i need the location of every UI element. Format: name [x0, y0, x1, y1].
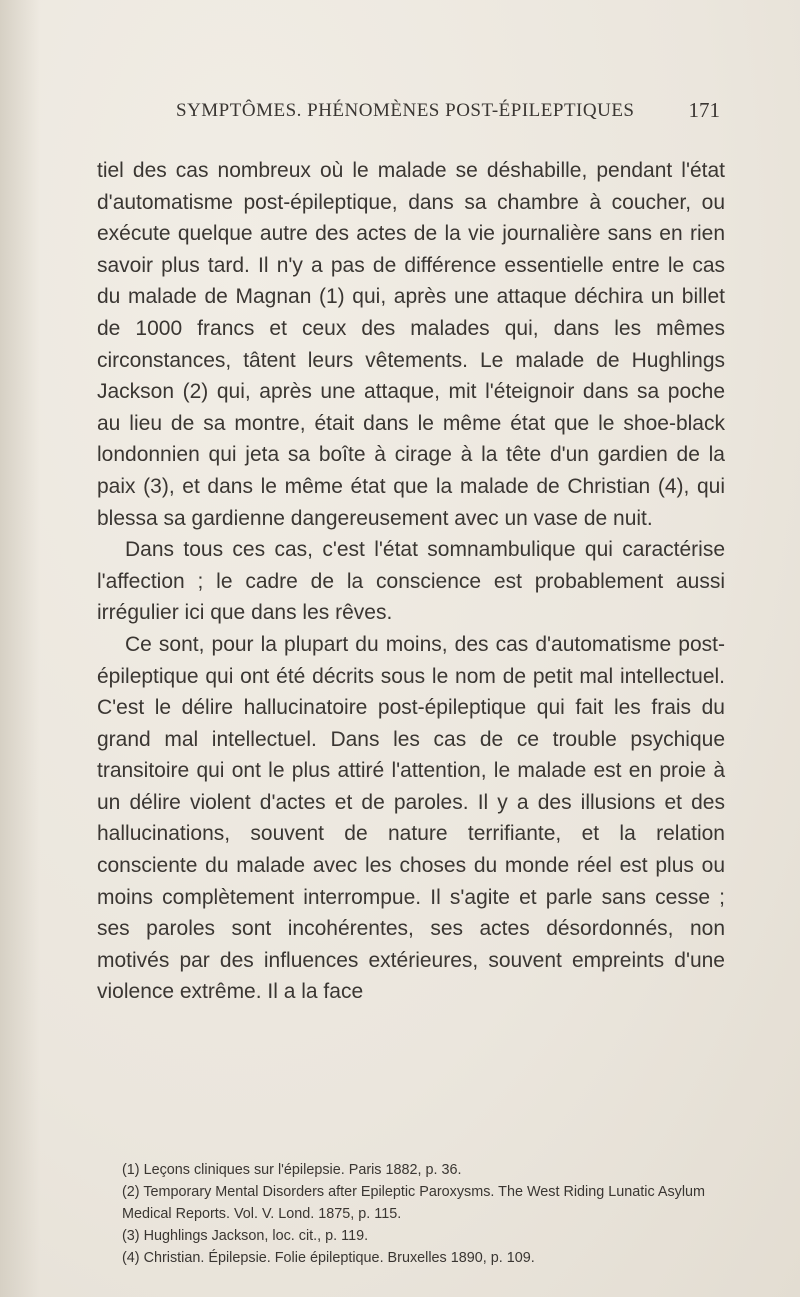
running-title: SYMPTÔMES. PHÉNOMÈNES POST-ÉPILEPTIQUES — [176, 100, 635, 121]
footnote-2: (2) Temporary Mental Disorders after Epileptic Paroxysms. The West Riding Lunatic Asylum Medical Reports. Vol. V. Lond. 1875, p. 115. — [122, 1184, 706, 1222]
paragraph-2: Dans tous ces cas, c'est l'état somnambulique qui caractérise l'affection ; le cadre de la conscience est probablement aussi irrégulier ici que dans les rêves. — [97, 538, 725, 625]
paragraph-1: tiel des cas nombreux où le malade se déshabille, pendant l'état d'automatisme post-épileptique, dans sa chambre à coucher, ou exécute quelque autre des actes de la vie journalière sans en rien savoir plus tard. Il n'y a pas de différence essentielle entre le cas du malade de Magnan (1) qui, après une attaque déchira un billet de 1000 francs et ceux des malades qui, dans les mêmes circonstances, tâtent leurs vêtements. Le malade de Hughlings Jackson (2) qui, après une attaque, mit l'éteignoir dans sa poche au lieu de sa montre, était dans le même état que le shoe-black londonnien qui jeta sa boîte à cirage à la tête d'un gardien de la paix (3), et dans le même état que la malade de Christian (4), qui blessa sa gardienne dangereusement avec un vase de nuit. — [97, 159, 725, 530]
page-edge-shadow — [0, 0, 40, 1297]
page-number: 171 — [688, 98, 720, 122]
footnote-3: (3) Hughlings Jackson, loc. cit., p. 119. — [122, 1228, 369, 1244]
footnotes — [122, 1159, 737, 1269]
body-text — [97, 155, 725, 1008]
footnote-4: (4) Christian. Épilepsie. Folie épileptique. Bruxelles 1890, p. 109. — [122, 1250, 535, 1266]
footnote-1: (1) Leçons cliniques sur l'épilepsie. Paris 1882, p. 36. — [122, 1162, 462, 1178]
page-header — [176, 100, 720, 130]
paragraph-3: Ce sont, pour la plupart du moins, des cas d'automatisme post-épileptique qui ont été décrits sous le nom de petit mal intellectuel. C'est le délire hallucinatoire post-épileptique qui fait les frais du grand mal intellectuel. Dans les cas de ce trouble psychique transitoire qui ont le plus attiré l'attention, le malade est en proie à un délire violent d'actes et de paroles. Il y a des illusions et des hallucinations, souvent de nature terrifiante, et la relation consciente du malade avec les choses du monde réel est plus ou moins complètement interrompue. Il s'agite et parle sans cesse ; ses paroles sont incohérentes, ses actes désordonnés, non motivés par des influences extérieures, souvent empreints d'une violence extrême. Il a la face — [97, 632, 725, 1004]
